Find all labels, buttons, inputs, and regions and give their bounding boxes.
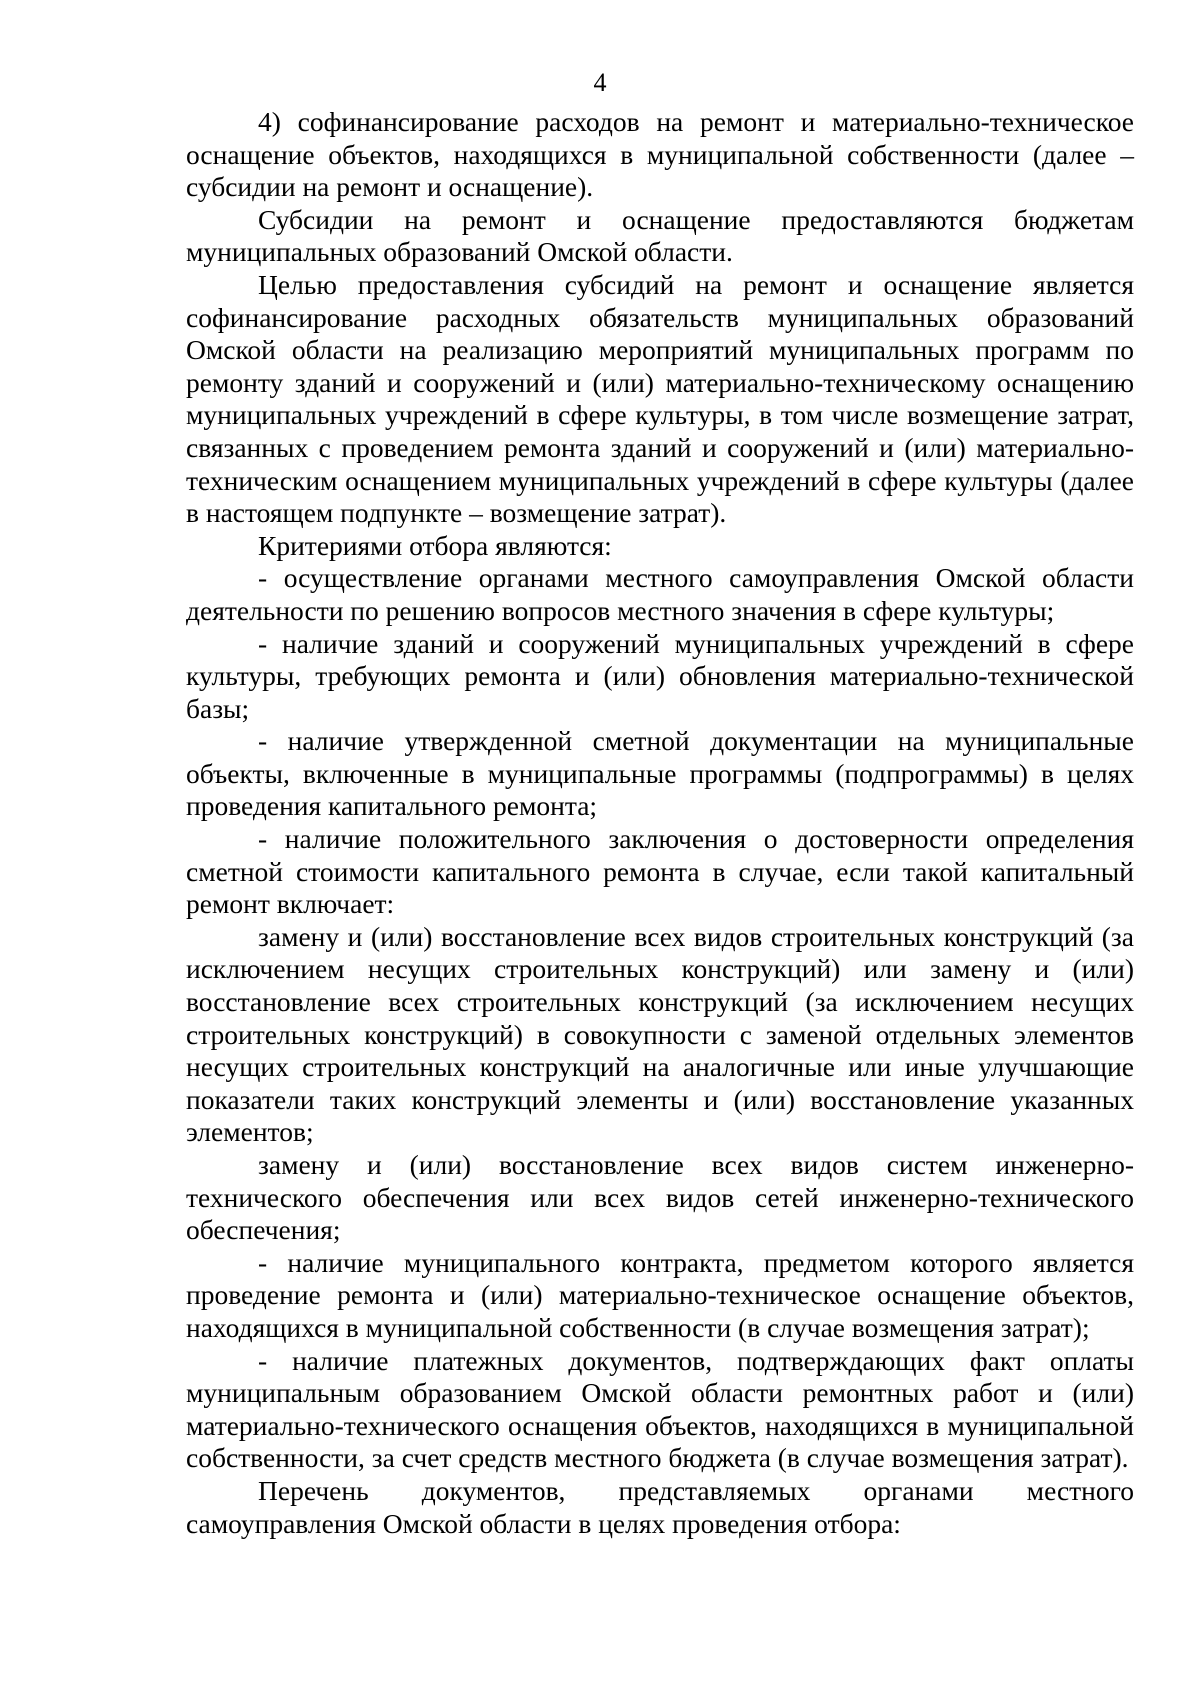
paragraph-documents-list-heading: Перечень документов, представляемых органами местного самоуправления Омской области в целях проведения отбора: [186, 1474, 1134, 1539]
paragraph-subsidy-recipients: Субсидии на ремонт и оснащение предоставляются бюджетам муниципальных образований Омской области. [186, 203, 1134, 268]
document-body [186, 106, 1134, 1540]
paragraph-selection-criteria-heading: Критериями отбора являются: [258, 529, 612, 561]
criterion-positive-estimate-conclusion: - наличие положительного заключения о достоверности определения сметной стоимости капитального ремонта в случае, если такой капитальный ремонт включает: [186, 823, 1134, 920]
criterion-buildings-requiring-repair: - наличие зданий и сооружений муниципальных учреждений в сфере культуры, требующих ремонта и (или) обновления материально-технической базы; [186, 627, 1134, 724]
paragraph-item-4-subsidy-definition: 4) софинансирование расходов на ремонт и материально-техническое оснащение объектов, находящихся в муниципальной собственности (далее – субсидии на ремонт и оснащение). [186, 106, 1134, 203]
criterion-local-self-government-activity: - осуществление органами местного самоуправления Омской области деятельности по решению вопросов местного значения в сфере культуры; [186, 562, 1134, 626]
paragraph-subsidy-purpose: Целью предоставления субсидий на ремонт и оснащение является софинансирование расходных обязательств муниципальных образований Омской области на реализацию мероприятий муниципальных программ по ремонту зданий и сооружений и (или) материально-техническому оснащению муниципальных учреждений в сфере культуры, в том числе возмещение затрат, связанных с проведением ремонта зданий и сооружений и (или) материально-техническим оснащением муниципальных учреждений в сфере культуры (далее в настоящем подпункте – возмещение затрат). [186, 268, 1134, 529]
criterion-municipal-contract: - наличие муниципального контракта, предметом которого является проведение ремонта и (или) материально-техническое оснащение объектов, находящихся в муниципальной собственности (в случае возмещения затрат); [186, 1246, 1134, 1343]
criterion-payment-documents: - наличие платежных документов, подтверждающих факт оплаты муниципальным образованием Омской области ремонтных работ и (или) материально-технического оснащения объектов, находящихся в муниципальной собственности, за счет средств местного бюджета (в случае возмещения затрат). [186, 1344, 1134, 1474]
subcriterion-structural-replacement: замену и (или) восстановление всех видов строительных конструкций (за исключением несущих строительных конструкций) или замену и (или) восстановление всех строительных конструкций (за исключением несущих строительных конструкций) в совокупности с заменой отдельных элементов несущих строительных конструкций на аналогичные или иные улучшающие показатели таких конструкций элементы и (или) восстановление указанных элементов; [186, 920, 1134, 1148]
subcriterion-engineering-systems-replacement: замену и (или) восстановление всех видов систем инженерно-технического обеспечения или всех видов сетей инженерно-технического обеспечения; [186, 1149, 1134, 1246]
page-number: 4 [593, 68, 607, 97]
criterion-approved-estimate-documentation: - наличие утвержденной сметной документации на муниципальные объекты, включенные в муниципальные программы (подпрограммы) в целях проведения капитального ремонта; [186, 725, 1134, 822]
